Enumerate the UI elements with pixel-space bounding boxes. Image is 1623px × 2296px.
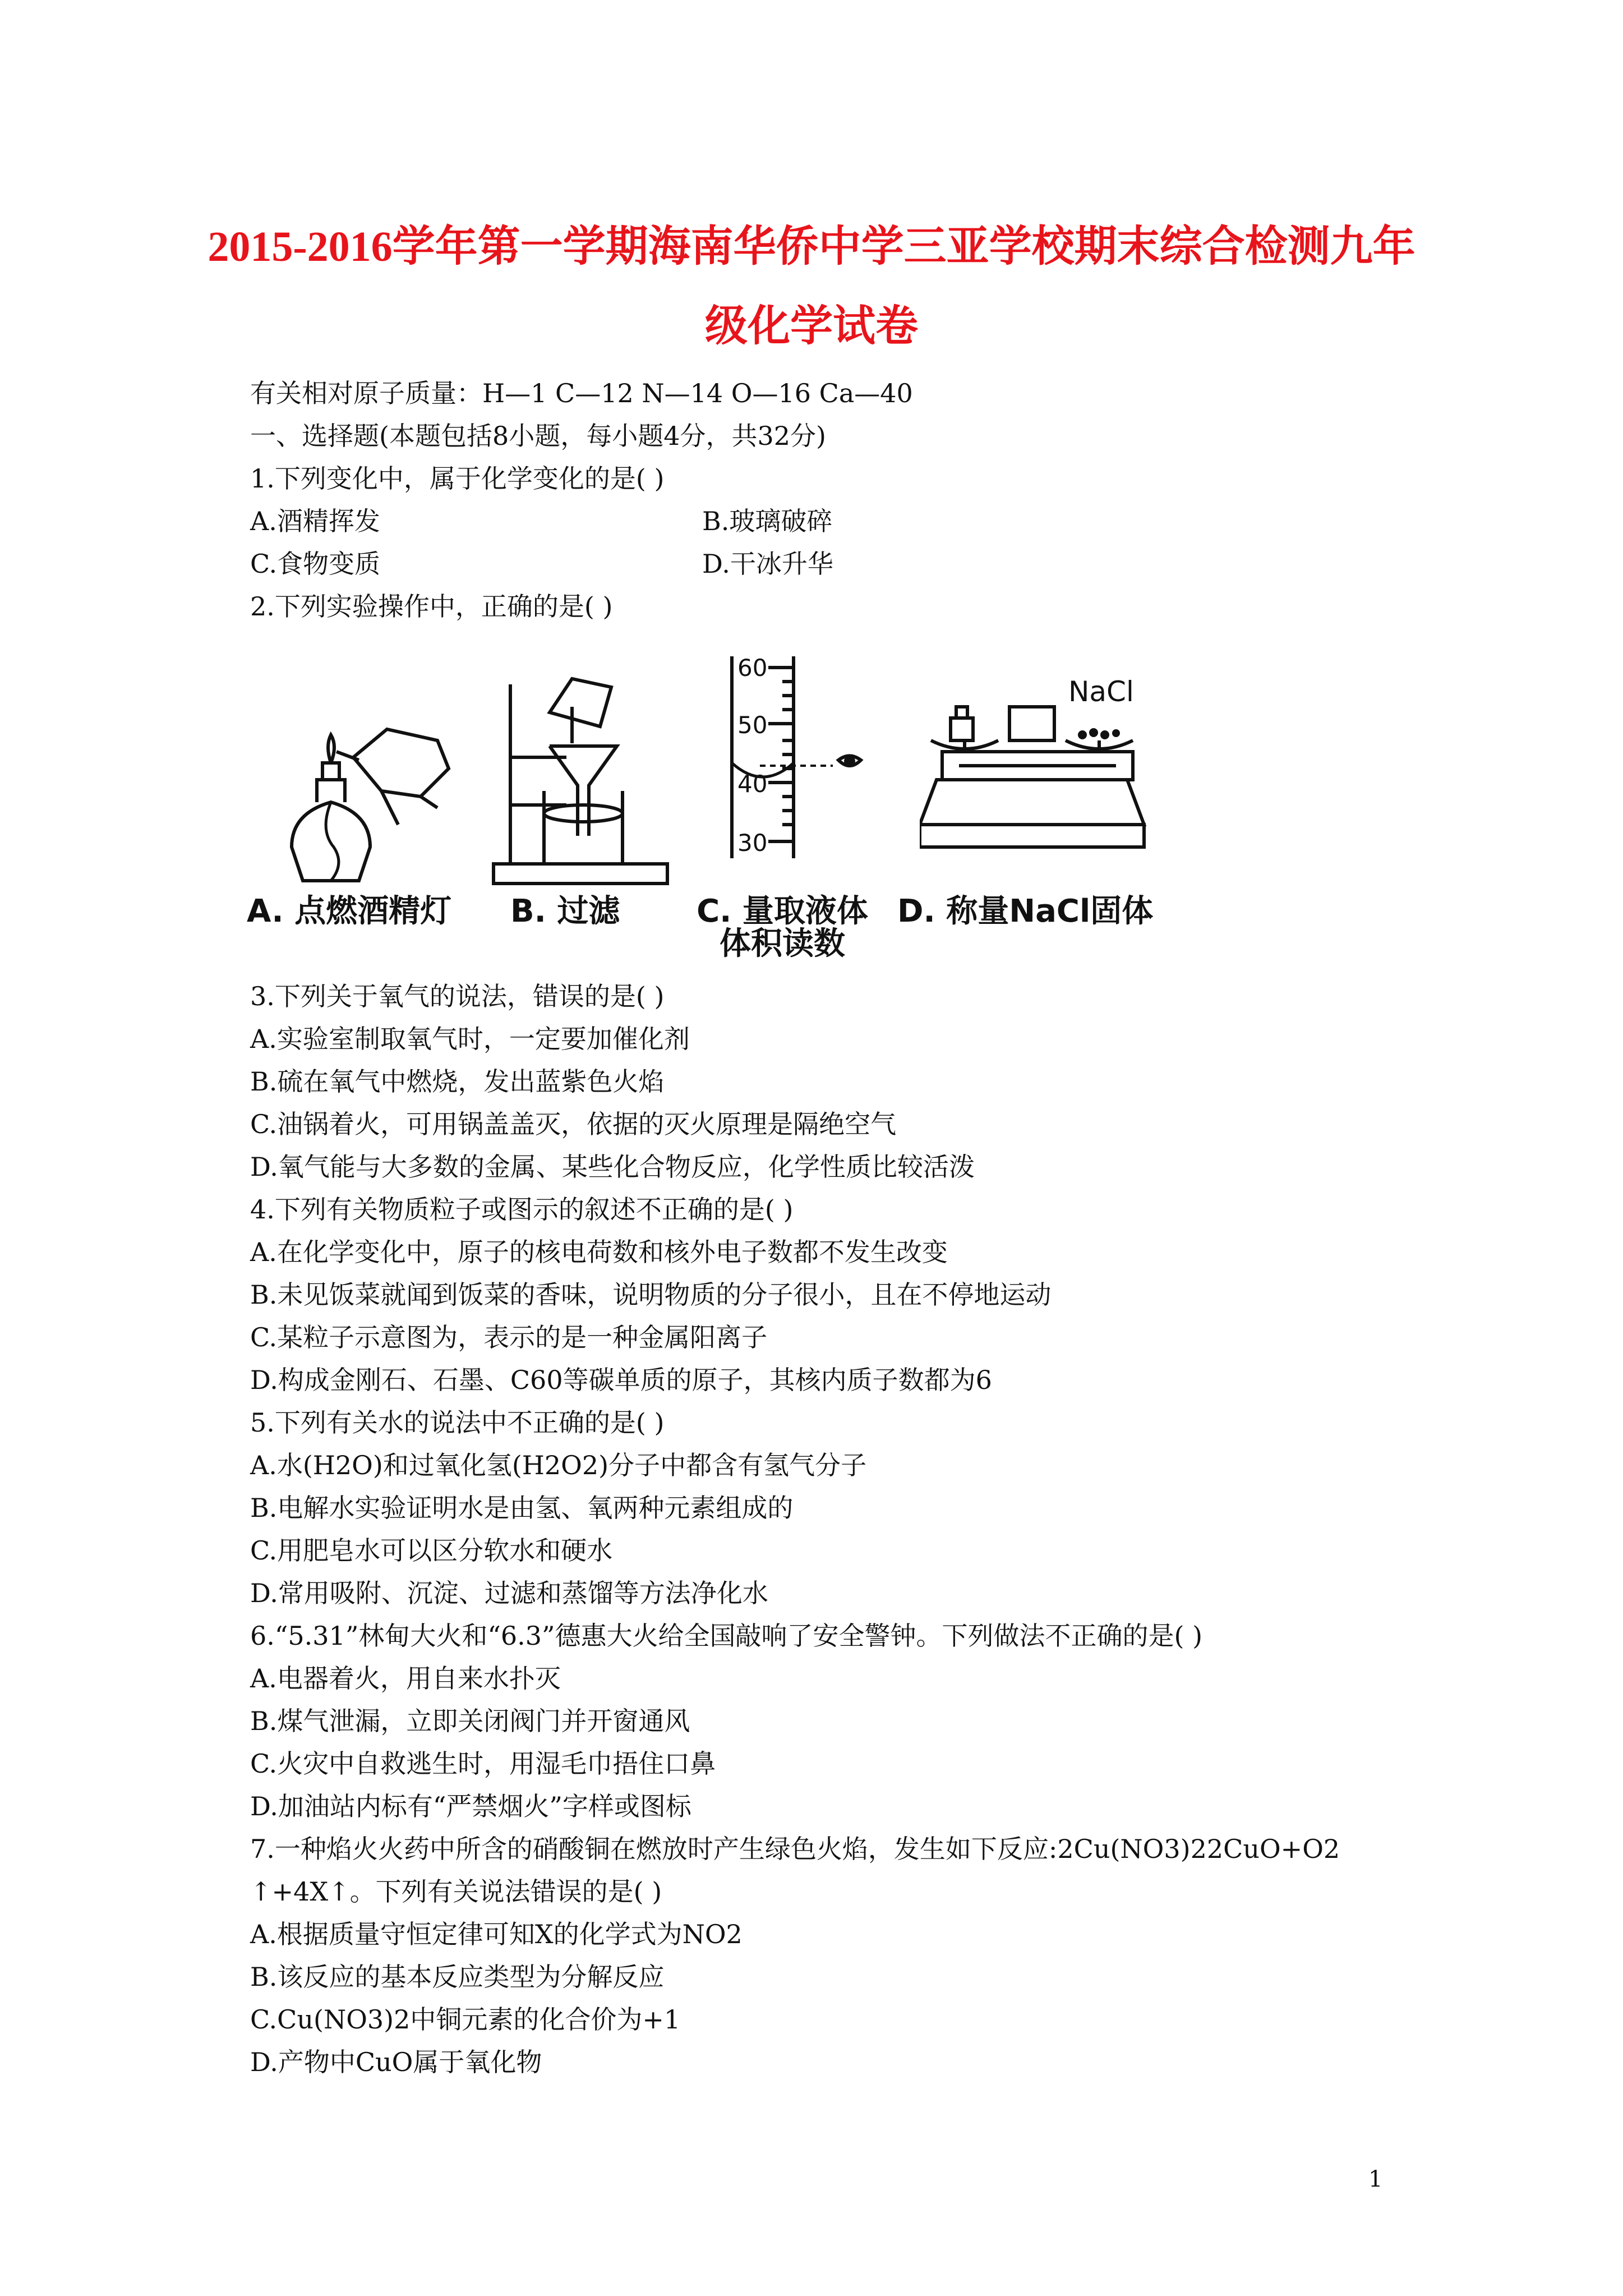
q7-option-a: A.根据质量守恒定律可知X的化学式为NO2: [250, 1919, 743, 1949]
q6-stem: 6.“5.31”林甸大火和“6.3”德惠大火给全国敲响了安全警钟。下列做法不正确的是( ): [250, 1621, 1203, 1651]
filtration-figure: [488, 673, 673, 898]
q6-option-d: D.加油站内标有“严禁烟火”字样或图标: [250, 1791, 691, 1821]
q1-option-a: A.酒精挥发: [250, 506, 380, 536]
q4-option-b: B.未见饭菜就闻到饭菜的香味，说明物质的分子很小，且在不停地运动: [250, 1280, 1052, 1310]
q2-stem: 2.下列实验操作中，正确的是( ): [250, 591, 613, 622]
q7-option-d: D.产物中CuO属于氧化物: [250, 2047, 542, 2077]
q3-stem: 3.下列关于氧气的说法，错误的是( ): [250, 981, 665, 1011]
q7-option-b: B.该反应的基本反应类型为分解反应: [250, 1962, 665, 1992]
q4-option-a: A.在化学变化中，原子的核电荷数和核外电子数都不发生改变: [250, 1237, 948, 1267]
q4-option-c: C.某粒子示意图为，表示的是一种金属阳离子: [250, 1322, 768, 1352]
q7-stem-line1: 7.一种焰火火药中所含的硝酸铜在燃放时产生绿色火焰，发生如下反应:2Cu(NO3)22CuO+O2: [250, 1834, 1340, 1864]
q6-option-b: B.煤气泄漏，立即关闭阀门并开窗通风: [250, 1706, 690, 1736]
scale-tick-30: 30: [737, 829, 768, 857]
q1-option-b: B.玻璃破碎: [702, 506, 833, 536]
q1-stem: 1.下列变化中，属于化学变化的是( ): [250, 463, 665, 494]
balance-figure: [920, 679, 1166, 864]
q5-option-a: A.水(H2O)和过氧化氢(H2O2)分子中都含有氢气分子: [250, 1450, 867, 1480]
caption-c-line2: 体积读数: [720, 926, 845, 962]
q6-option-a: A.电器着火，用自来水扑灭: [250, 1663, 561, 1694]
q3-option-a: A.实验室制取氧气时，一定要加催化剂: [250, 1024, 690, 1054]
scale-tick-40: 40: [737, 770, 768, 798]
q3-option-c: C.油锅着火，可用锅盖盖灭，依据的灭火原理是隔绝空气: [250, 1109, 897, 1139]
caption-d: D. 称量NaCl固体: [897, 893, 1154, 930]
q7-option-c: C.Cu(NO3)2中铜元素的化合价为+1: [250, 2004, 681, 2035]
caption-c-line1: C. 量取液体: [697, 893, 868, 930]
q5-stem: 5.下列有关水的说法中不正确的是( ): [250, 1407, 665, 1438]
caption-a: A. 点燃酒精灯: [247, 893, 452, 930]
q5-option-b: B.电解水实验证明水是由氢、氧两种元素组成的: [250, 1493, 794, 1523]
caption-b: B. 过滤: [510, 893, 620, 930]
nacl-label: NaCl: [1068, 679, 1134, 708]
graduated-cylinder-figure: [715, 651, 895, 864]
scale-tick-50: 50: [737, 711, 768, 739]
q6-option-c: C.火灾中自救逃生时，用湿毛巾捂住口鼻: [250, 1749, 716, 1779]
q1-option-c: C.食物变质: [250, 549, 381, 579]
exam-title-line1: 2015-2016学年第一学期海南华侨中学三亚学校期末综合检测九年: [208, 223, 1415, 270]
q4-stem: 4.下列有关物质粒子或图示的叙述不正确的是( ): [250, 1194, 794, 1225]
alcohol-lamp-figure: [269, 718, 460, 886]
q7-stem-line2: ↑+4X↑。下列有关说法错误的是( ): [250, 1876, 662, 1907]
section-heading: 一、选择题(本题包括8小题，每小题4分，共32分): [250, 421, 826, 451]
q4-option-d: D.构成金刚石、石墨、C60等碳单质的原子，其核内质子数都为6: [250, 1365, 992, 1395]
q3-option-b: B.硫在氧气中燃烧，发出蓝紫色火焰: [250, 1066, 665, 1097]
scale-tick-60: 60: [737, 654, 768, 682]
q1-option-d: D.干冰升华: [702, 549, 833, 579]
q3-option-d: D.氧气能与大多数的金属、某些化合物反应，化学性质比较活泼: [250, 1152, 975, 1182]
exam-title-line2: 级化学试卷: [705, 303, 918, 350]
q5-option-d: D.常用吸附、沉淀、过滤和蒸馏等方法净化水: [250, 1578, 768, 1608]
q5-option-c: C.用肥皂水可以区分软水和硬水: [250, 1535, 613, 1566]
atomic-masses: 有关相对原子质量：H—1 C—12 N—14 O—16 Ca—40: [250, 378, 913, 408]
page-number: 1: [1368, 2166, 1383, 2192]
